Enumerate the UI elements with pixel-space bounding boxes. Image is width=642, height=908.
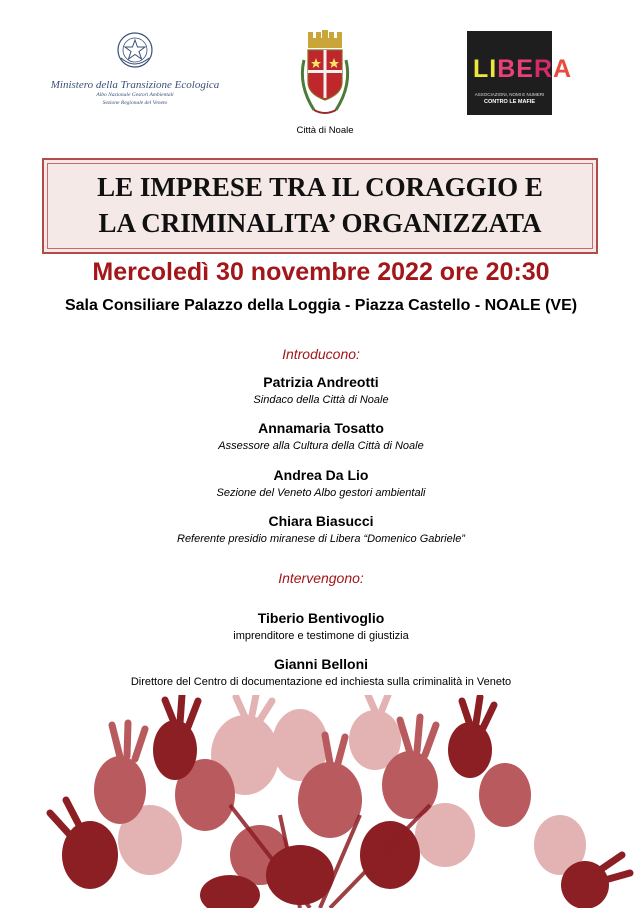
libera-logo — [467, 31, 573, 115]
libera-subtitle-1: ASSOCIAZIONI, NOMI E NUMERI — [474, 92, 545, 97]
libera-wordmark: LIBERA — [473, 55, 573, 83]
speaker-role: Direttore del Centro di documentazione ed inchiesta sulla criminalità in Veneto — [130, 676, 512, 688]
speaker-name: Tiberio Bentivoglio — [257, 610, 385, 626]
speaker-role: Sezione del Veneto Albo gestori ambientali — [216, 487, 426, 499]
ministry-title: Ministero della Transizione Ecologica — [50, 79, 220, 91]
speaker-name: Chiara Biasucci — [268, 513, 374, 529]
speaker-role: Sindaco della Città di Noale — [253, 394, 389, 406]
ministry-subtitle-1: Albo Nazionale Gestori Ambientali — [96, 92, 174, 98]
event-title-line-1: LE IMPRESE TRA IL CORAGGIO E — [97, 172, 543, 202]
ministry-logo — [40, 30, 230, 107]
speaker-name: Andrea Da Lio — [273, 467, 369, 483]
event-date: Mercoledì 30 novembre 2022 ore 20:30 — [92, 258, 550, 286]
city-name: Città di Noale — [296, 125, 354, 136]
speaker-name: Annamaria Tosatto — [258, 420, 384, 436]
libera-subtitle-2: CONTRO LE MAFIE — [483, 99, 536, 105]
intervengono-heading: Intervengono: — [278, 570, 364, 586]
italian-republic-emblem-icon — [115, 30, 155, 70]
speaker-role: Referente presidio miranese di Libera “Domenico Gabriele” — [177, 533, 465, 545]
raised-hands-illustration — [0, 695, 642, 908]
event-title-line-2: LA CRIMINALITA’ ORGANIZZATA — [98, 208, 542, 238]
event-title-box — [42, 158, 598, 254]
ministry-subtitle-2: Sezione Regionale del Veneto — [102, 100, 168, 106]
noale-crest-icon — [296, 30, 354, 120]
introducono-heading: Introducono: — [282, 346, 360, 362]
speaker-name: Patrizia Andreotti — [263, 374, 379, 390]
speaker-role: Assessore alla Cultura della Città di Noale — [218, 440, 424, 452]
speaker-role: imprenditore e testimone di giustizia — [233, 630, 409, 642]
speaker-name: Gianni Belloni — [273, 656, 369, 672]
event-venue: Sala Consiliare Palazzo della Loggia - Piazza Castello - NOALE (VE) — [64, 297, 578, 314]
